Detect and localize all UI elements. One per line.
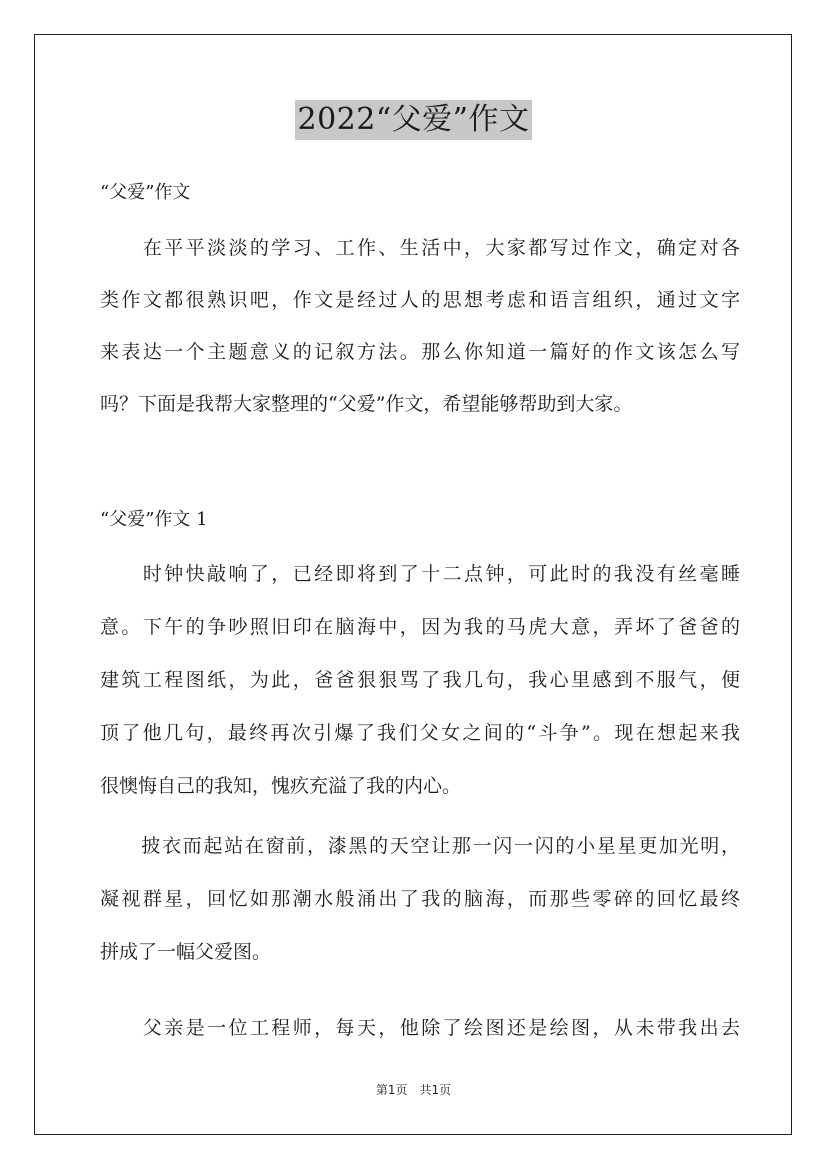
paragraph-line: 凝视群星，回忆如那潮水般涌出了我的脑海，而那些零碎的回忆最终 xyxy=(100,888,740,910)
paragraph-line: 在平平淡淡的学习、工作、生活中，大家都写过作文，确定对各 xyxy=(100,237,740,259)
paragraph-1 xyxy=(100,556,740,804)
paragraph-line: 吗？下面是我帮大家整理的“父爱”作文，希望能够帮助到大家。 xyxy=(100,393,633,415)
paragraph-line: 时钟快敲响了，已经即将到了十二点钟，可此时的我没有丝毫睡 xyxy=(100,563,740,585)
paragraph-line: 很懊悔自己的我知，愧疚充溢了我的内心。 xyxy=(100,775,462,797)
paragraph-line: 父亲是一位工程师，每天，他除了绘图还是绘图，从未带我出去 xyxy=(100,1017,740,1039)
paragraph-line: 类作文都很熟识吧，作文是经过人的思想考虑和语言组织，通过文字 xyxy=(100,289,740,311)
intro-paragraph xyxy=(100,230,740,422)
paragraph-line: 来表达一个主题意义的记叙方法。那么你知道一篇好的作文该怎么写 xyxy=(100,341,740,363)
paragraph-line: 建筑工程图纸，为此，爸爸狠狠骂了我几句，我心里感到不服气，便 xyxy=(100,669,740,691)
paragraph-line: 意。下午的争吵照旧印在脑海中，因为我的马虎大意，弄坏了爸爸的 xyxy=(100,616,740,638)
title-container xyxy=(0,100,827,140)
paragraph-line: 顶了他几句，最终再次引爆了我们父女之间的“斗争”。现在想起来我 xyxy=(100,722,740,744)
intro-heading: “父爱”作文 xyxy=(100,182,191,203)
document-title: 2022“父爱”作文 xyxy=(295,100,531,140)
page-number-label: 第1页 共1页 xyxy=(375,1083,452,1097)
paragraph-line: 披衣而起站在窗前，漆黑的天空让那一闪一闪的小星星更加光明， xyxy=(100,835,740,857)
paragraph-3 xyxy=(100,1010,740,1046)
paragraph-line: 拼成了一幅父爱图。 xyxy=(100,941,272,963)
paragraph-2 xyxy=(100,828,740,970)
section1-heading: “父爱”作文 1 xyxy=(100,509,208,530)
page-footer xyxy=(0,1082,827,1098)
